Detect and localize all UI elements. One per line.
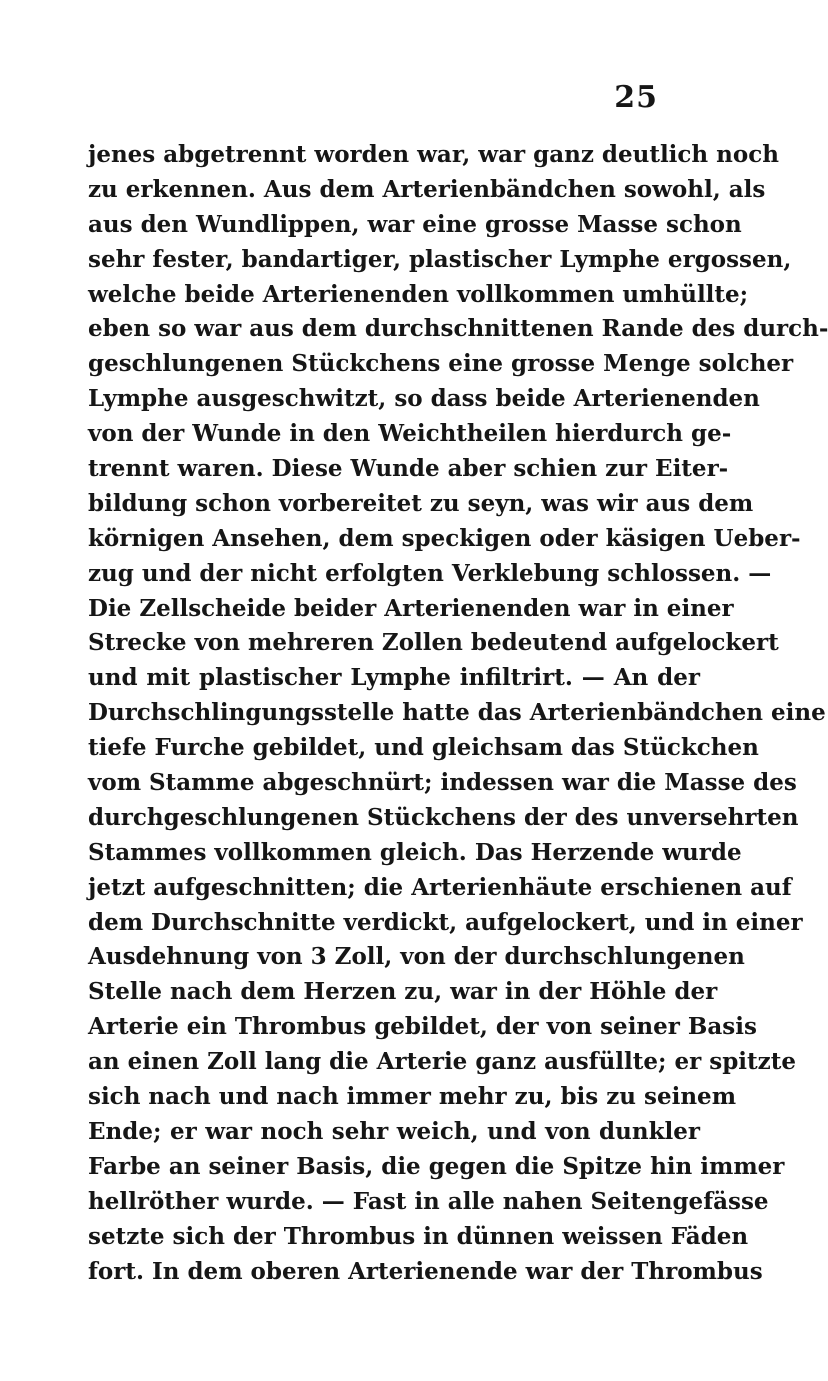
text-line: hellröther wurde. — Fast in alle nahen Seitengefässe: [88, 1187, 769, 1215]
text-line: Ausdehnung von 3 Zoll, von der durchschlungenen: [88, 943, 745, 971]
text-line: sehr fester, bandartiger, plastischer Lymphe ergossen,: [88, 245, 792, 273]
text-line: von der Wunde in den Weichtheilen hierdurch ge-: [88, 420, 732, 448]
text-line: dem Durchschnitte verdickt, aufgelockert, und in einer: [88, 908, 803, 936]
text-line: aus den Wundlippen, war eine grosse Masse schon: [88, 210, 742, 238]
text-line: Arterie ein Thrombus gebildet, der von seiner Basis: [88, 1013, 757, 1041]
text-line: durchgeschlungenen Stückchens der des unversehrten: [88, 803, 799, 831]
text-line: geschlungenen Stückchens eine grosse Menge solcher: [88, 350, 794, 378]
text-line: Die Zellscheide beider Arterienenden war in einer: [88, 594, 734, 622]
text-line: an einen Zoll lang die Arterie ganz ausfüllte; er spitzte: [88, 1048, 796, 1076]
page-number: 25: [614, 80, 658, 115]
text-line: körnigen Ansehen, dem speckigen oder käsigen Ueber-: [88, 524, 801, 552]
text-line: jetzt aufgeschnitten; die Arterienhäute erschienen auf: [88, 873, 792, 901]
text-line: zu erkennen. Aus dem Arterienbändchen sowohl, als: [88, 175, 766, 203]
text-line: Ende; er war noch sehr weich, und von dunkler: [88, 1117, 700, 1145]
text-line: Stammes vollkommen gleich. Das Herzende wurde: [88, 838, 742, 866]
text-line: welche beide Arterienenden vollkommen umhüllte;: [88, 280, 749, 308]
text-line: setzte sich der Thrombus in dünnen weissen Fäden: [88, 1222, 749, 1250]
text-line: zug und der nicht erfolgten Verklebung schlossen. —: [88, 559, 772, 587]
text-line: und mit plastischer Lymphe infiltrirt. — An der: [88, 664, 700, 692]
text-line: Strecke von mehreren Zollen bedeutend aufgelockert: [88, 629, 779, 657]
text-line: tiefe Furche gebildet, und gleichsam das Stückchen: [88, 734, 759, 762]
text-line: eben so war aus dem durchschnittenen Rande des durch-: [88, 315, 828, 343]
text-line: Lymphe ausgeschwitzt, so dass beide Arterienenden: [88, 385, 760, 413]
text-line: Durchschlingungsstelle hatte das Arterienbändchen eine: [88, 699, 826, 727]
text-line: bildung schon vorbereitet zu seyn, was wir aus dem: [88, 489, 754, 517]
text-line: Farbe an seiner Basis, die gegen die Spitze hin immer: [88, 1152, 785, 1180]
text-line: vom Stamme abgeschnürt; indessen war die Masse des: [88, 769, 797, 797]
text-line: sich nach und nach immer mehr zu, bis zu seinem: [88, 1083, 737, 1111]
text-line: jenes abgetrennt worden war, war ganz deutlich noch: [88, 141, 779, 168]
body-text: [88, 138, 828, 1289]
text-line: Stelle nach dem Herzen zu, war in der Höhle der: [88, 978, 718, 1006]
text-line: fort. In dem oberen Arterienende war der Thrombus: [88, 1257, 763, 1285]
text-line: trennt waren. Diese Wunde aber schien zur Eiter-: [88, 455, 729, 483]
